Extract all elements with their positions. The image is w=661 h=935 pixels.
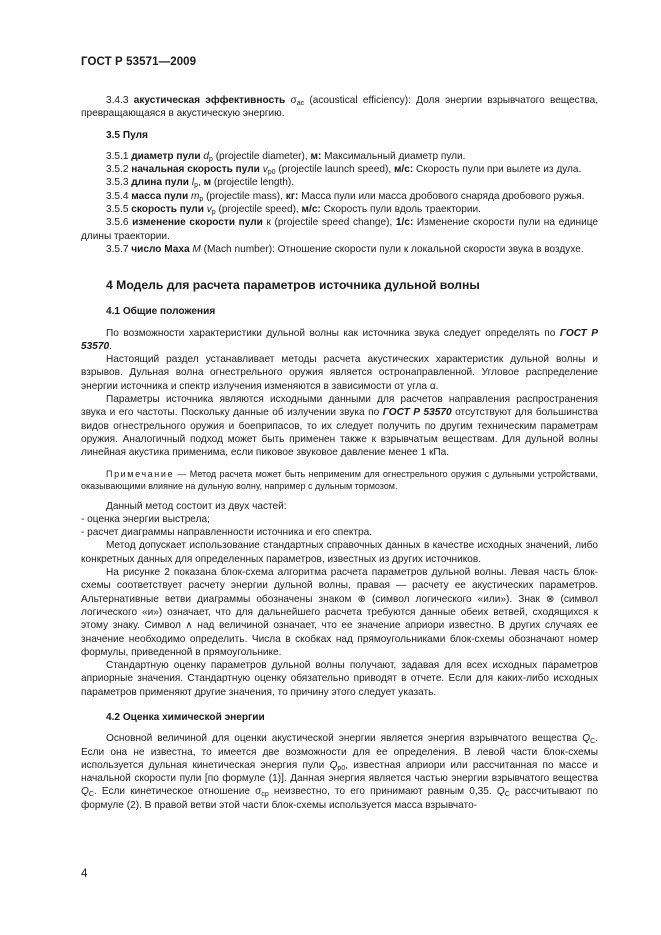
section-4-1-title: 4.1 Общие положения: [106, 306, 216, 318]
clause-3-5-3: 3.5.3 длина пули $l_p$, м (projectile length).: [106, 177, 295, 190]
document-body: [81, 94, 598, 812]
section-3-5-title: 3.5 Пуля: [106, 129, 148, 141]
list-item: - оценка энергии выстрела;: [81, 513, 210, 525]
term: изменение скорости пули: [132, 217, 263, 229]
term: акустическая эффективность: [133, 95, 286, 106]
term: диаметр пули: [131, 150, 201, 162]
list-item: - расчет диаграммы направленности источника и его спектра.: [81, 527, 373, 539]
clause-3-5-7: 3.5.7 число Маха M (Mach number): Отношение скорости пули к локальной скорости звука в воздухе.: [106, 243, 584, 255]
paragraph: Данный метод состоит из двух частей:: [106, 500, 287, 512]
clause-3-5-6: 3.5.6 изменение скорости пули к (projectile speed change), 1/с: Изменение скорости пули на единице длины траектории.: [81, 217, 598, 242]
paragraph: Параметры источника являются исходными данными для расчетов направления распространения звука и его частоты. Поскольку данные об излучении звука по ГОСТ Р 53570 отсутствуют для большинства видов огнестрельного оружия и боеприпасов, то их следует получить по другим техническим параметрам оружия. Аналогичный подход может быть применен также к взрывчатым веществам. Для дульной волны линейная акустика применима, если пиковое звуковое давление менее 1 кПа.: [81, 394, 598, 459]
paragraph: Стандартную оценку параметров дульной волны получают, задавая для всех исходных параметров априорные значения. Стандартную оценку обязательно приводят в отчете. Если для каких-либо исходных параметров применяют другие значения, то причину этого следует указать.: [81, 660, 598, 698]
standard-reference: ГОСТ Р 53570: [382, 407, 452, 419]
clause-3-5-1: 3.5.1 диаметр пули $d_p$ (projectile diameter), м: Максимальный диаметр пули.: [106, 150, 466, 163]
clause-3-5-2: 3.5.2 начальная скорость пули $v_{p0}$ (projectile launch speed), м/с: Скорость пули при вылете из дула.: [106, 164, 582, 177]
paragraph: Основной величиной для оценки акустической энергии является энергия взрывчатого вещества $Q_C$. Если она не известна, то имеется две возможности для ее определения. В левой части блок-схемы используется дульная кинетическая энергия пули $Q_{p0}$, известная априори или рассчитанная по массе и начальной скорости пули [по формуле (1)]. Данная энергия является частью энергии взрывчатого вещества $Q_C$. Если кинетическое отношение $\sigma_{cp}$ неизвестно, то его принимают равным 0,35. $Q_C$ рассчитывают по формуле (2). В правой ветви этой части блок-схемы используется масса взрывчато-: [81, 733, 599, 811]
term: начальная скорость пули: [131, 164, 260, 176]
clause-3-5-4: 3.5.4 масса пули $m_p$ (projectile mass), кг: Масса пули или масса дробового снаряда дробового ружья.: [106, 190, 585, 203]
term: длина пули: [131, 177, 189, 189]
term: масса пули: [131, 190, 189, 202]
term: число Маха: [131, 243, 190, 255]
clause-3-5-5: 3.5.5 скорость пули $v_p$ (projectile speed), м/с: Скорость пули вдоль траектории.: [106, 204, 481, 217]
paragraph: По возможности характеристики дульной волны как источника звука следует определять по ГОСТ Р 53570.: [81, 327, 598, 352]
document-header: ГОСТ Р 53571—2009: [81, 56, 197, 68]
section-4-2-title: 4.2 Оценка химической энергии: [106, 711, 265, 723]
paragraph: Метод допускает использование стандартных справочных данных в качестве исходных значений, либо конкретных данных для определенных параметров, известных из других источников.: [81, 540, 598, 565]
section-4-title: 4 Модель для расчета параметров источника дульной волны: [106, 278, 480, 293]
note: Примечание — Метод расчета может быть неприменим для огнестрельного оружия с дульными устройствами, оказывающими влияние на дульную волну, например с дульным тормозом.: [81, 468, 598, 491]
paragraph: На рисунке 2 показана блок-схема алгоритма расчета параметров дульной волны. Левая часть блок-схемы соответствует расчету энергии дульной волны, правая — расчету ее акустических параметров. Альтернативные ветви диаграммы обозначены знаком ⊕ (символ логического «или»). Знак ⊗ (символ логического «и») означает, что для дальнейшего расчета требуются данные обеих ветвей, сходящихся к этому знаку. Символ ∧ над величиной означает, что ее значение априори известно. В других случаях ее значение необходимо определить. Числа в скобках над прямоугольниками блок-схемы обозначают номер формулы, приведенной в прямоугольнике.: [81, 567, 598, 658]
page-number: 4: [81, 868, 88, 880]
note-label: Примечание: [106, 468, 175, 479]
standard-reference: ГОСТ Р 53570: [81, 327, 598, 352]
term: скорость пули: [131, 204, 204, 216]
paragraph: Настоящий раздел устанавливает методы расчета акустических характеристик дульной волны и взрывов. Дульная волна огнестрельного оружия является остронаправленной. Угловое распределение энергии источника и спектр излучения изменяются в зависимости от угла α.: [81, 354, 598, 392]
clause-3-4-3: 3.4.3 акустическая эффективность $\sigma_{ас}$ (acoustical efficiency): Доля энергии взрывчатого вещества, превращающаяся в акустическую энергию.: [81, 95, 599, 120]
